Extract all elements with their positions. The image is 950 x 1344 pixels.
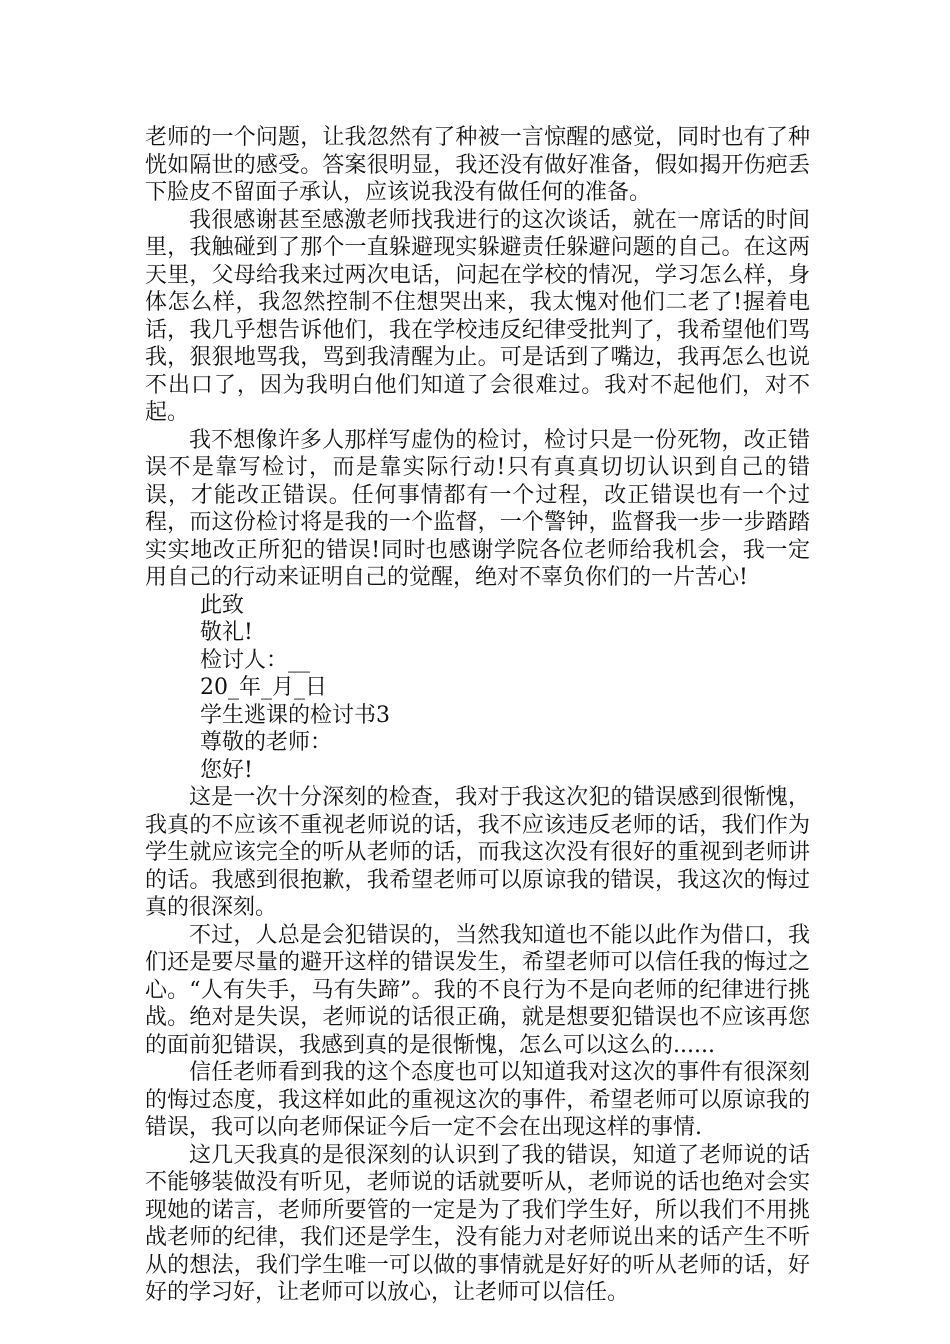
section-title: 学生逃课的检讨书3	[200, 702, 390, 728]
greeting-addressee: 尊敬的老师：	[200, 730, 333, 755]
document-page	[145, 124, 810, 1307]
paragraph-trust: 信任老师看到我的这个态度也可以知道我对这次的事件有很深刻的悔过态度，我这样如此的重视这次的事件，希望老师可以原谅我的错误，我可以向老师保证今后一定不会在出现这样的事情.	[145, 1060, 810, 1140]
closing-regards: 敬礼!	[200, 620, 253, 645]
paragraph-resolution: 我不想像许多人那样写虚伪的检讨，检讨只是一份死物，改正错误不是靠写检讨，而是靠实际行动!只有真真切切认识到自己的错误，才能改正错误。任何事情都有一个过程，改正错误也有一个过程，而这份检讨将是我的一个监督，一个警钟，监督我一步一步踏踏实实地改正所犯的错误!同时也感谢学院各位老师给我机会，我一定用自己的行动来证明自己的觉醒，绝对不辜负你们的一片苦心!	[145, 427, 810, 590]
greeting-hello: 您好!	[200, 757, 253, 783]
closing-salutation: 此致	[200, 592, 245, 618]
paragraph-reflection: 这几天我真的是很深刻的认识到了我的错误，知道了老师说的话不能够装做没有听见，老师说的话就要听从，老师说的话也绝对会实现她的诺言，老师所要管的一定是为了我们学生好，所以我们不用挑战老师的纪律，我们还是学生，没有能力对老师说出来的话产生不听从的想法，我们学生唯一可以做的事情就是好好的听从老师的话，好好的学习好，让老师可以放心，让老师可以信任。	[145, 1142, 810, 1305]
signature-line: 检讨人：__	[200, 647, 311, 673]
paragraph-continuation: 老师的一个问题，让我忽然有了种被一言惊醒的感觉，同时也有了种恍如隔世的感受。答案很明显，我还没有做好准备，假如揭开伤疤丢下脸皮不留面子承认，应该说我没有做任何的准备。	[145, 125, 810, 205]
paragraph-mistakes: 不过，人总是会犯错误的，当然我知道也不能以此作为借口，我们还是要尽量的避开这样的错误发生，希望老师可以信任我的悔过之心。“人有失手，马有失蹄”。我的不良行为不是向老师的纪律进行挑战。绝对是失误，老师说的话很正确，就是想要犯错误也不应该再您的面前犯错误，我感到真的是很惭愧，怎么可以这么的......	[145, 922, 810, 1058]
date-line: 20_年_月_日	[200, 675, 327, 700]
paragraph-apology: 这是一次十分深刻的检查，我对于我这次犯的错误感到很惭愧，我真的不应该不重视老师说的话，我不应该违反老师的话，我们作为学生就应该完全的听从老师的话，而我这次没有很好的重视到老师讲的话。我感到很抱歉，我希望老师可以原谅我的错误，我这次的悔过真的很深刻。	[145, 785, 810, 920]
paragraph-thanks: 我很感谢甚至感激老师找我进行的这次谈话，就在一席话的时间里，我触碰到了那个一直躲避现实躲避责任躲避问题的自己。在这两天里，父母给我来过两次电话，问起在学校的情况，学习怎么样，身体怎么样，我忽然控制不住想哭出来，我太愧对他们二老了!握着电话，我几乎想告诉他们，我在学校违反纪律受批判了，我希望他们骂我，狠狠地骂我，骂到我清醒为止。可是话到了嘴边，我再怎么也说不出口了，因为我明白他们知道了会很难过。我对不起他们，对不起。	[145, 207, 810, 425]
